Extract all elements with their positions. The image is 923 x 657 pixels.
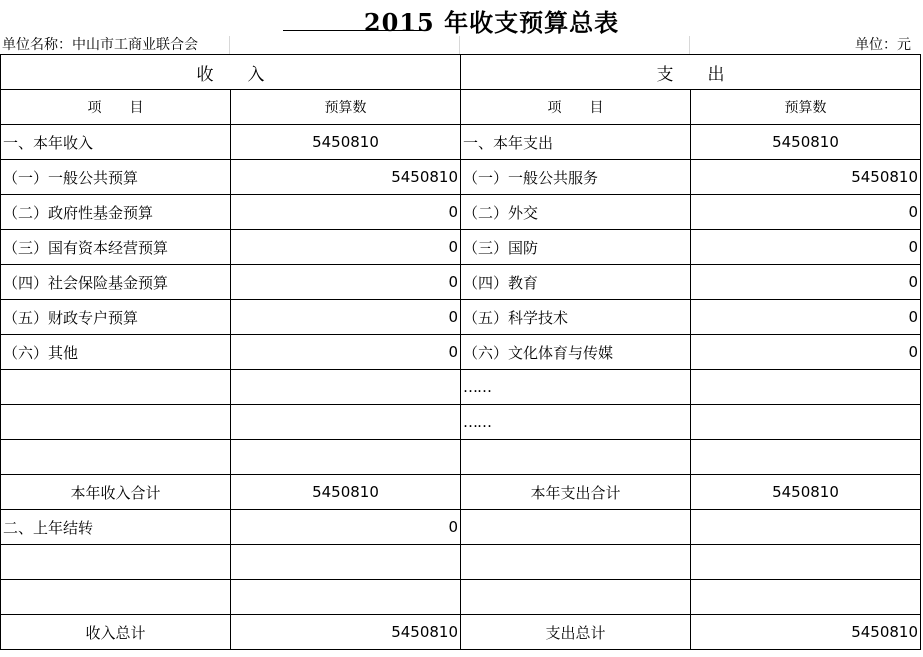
title-area (0, 0, 923, 36)
income-budget-header: 预算数 (231, 90, 461, 125)
grid-line (689, 36, 690, 54)
income-item (1, 370, 231, 405)
expense-value: 0 (691, 300, 921, 335)
income-value: 0 (231, 265, 461, 300)
income-item-header: 项 目 (1, 90, 231, 125)
expense-item (461, 545, 691, 580)
table-row (1, 615, 921, 650)
unit-row (0, 36, 923, 54)
expense-item-header: 项 目 (461, 90, 691, 125)
expense-item: （五）科学技术 (461, 300, 691, 335)
income-value: 0 (231, 510, 461, 545)
income-item: （四）社会保险基金预算 (1, 265, 231, 300)
grid-line (459, 36, 460, 54)
table-row (1, 475, 921, 510)
budget-table (0, 54, 921, 650)
income-item: （一）一般公共预算 (1, 160, 231, 195)
income-item (1, 545, 231, 580)
expense-value: 5450810 (691, 160, 921, 195)
income-value (231, 580, 461, 615)
expense-value (691, 510, 921, 545)
table-row (1, 370, 921, 405)
income-item (1, 580, 231, 615)
expense-item: （四）教育 (461, 265, 691, 300)
income-value (231, 440, 461, 475)
income-value: 5450810 (231, 160, 461, 195)
expense-value: 0 (691, 265, 921, 300)
expense-value (691, 370, 921, 405)
expense-value (691, 440, 921, 475)
income-subtotal-label: 本年收入合计 (1, 475, 231, 510)
expense-subtotal-value: 5450810 (691, 475, 921, 510)
title-text: 年收支预算总表 (444, 8, 620, 37)
expense-value: 0 (691, 335, 921, 370)
expense-item: （六）文化体育与传媒 (461, 335, 691, 370)
expense-header: 支 出 (461, 55, 921, 90)
expense-subtotal-label: 本年支出合计 (461, 475, 691, 510)
org-name: 单位名称：中山市工商业联合会 (2, 37, 198, 53)
income-item: （三）国有资本经营预算 (1, 230, 231, 265)
table-row (1, 160, 921, 195)
expense-value (691, 545, 921, 580)
table-row (1, 335, 921, 370)
expense-item: （三）国防 (461, 230, 691, 265)
income-total-label: 收入总计 (1, 615, 231, 650)
income-item: （六）其他 (1, 335, 231, 370)
unit-label: 单位：元 (855, 37, 911, 53)
expense-value: 0 (691, 195, 921, 230)
income-value: 0 (231, 335, 461, 370)
table-row (1, 265, 921, 300)
expense-value: 0 (691, 230, 921, 265)
income-item: （二）政府性基金预算 (1, 195, 231, 230)
income-header: 收 入 (1, 55, 461, 90)
expense-value: 5450810 (691, 125, 921, 160)
expense-value (691, 580, 921, 615)
income-value (231, 545, 461, 580)
title-year: 2015 (363, 8, 435, 37)
income-value: 0 (231, 195, 461, 230)
income-value: 0 (231, 230, 461, 265)
expense-item: …… (461, 370, 691, 405)
page-title (0, 3, 923, 38)
expense-total-value: 5450810 (691, 615, 921, 650)
income-total-value: 5450810 (231, 615, 461, 650)
table-row (1, 195, 921, 230)
income-value (231, 370, 461, 405)
table-row (1, 510, 921, 545)
table-row (1, 440, 921, 475)
table-row (1, 545, 921, 580)
header-row (1, 55, 921, 90)
expense-item (461, 580, 691, 615)
income-value: 5450810 (231, 125, 461, 160)
table-row (1, 230, 921, 265)
table-row (1, 300, 921, 335)
expense-item: （二）外交 (461, 195, 691, 230)
expense-item: （一）一般公共服务 (461, 160, 691, 195)
expense-budget-header: 预算数 (691, 90, 921, 125)
expense-item (461, 510, 691, 545)
expense-item: 一、本年支出 (461, 125, 691, 160)
income-item: 二、上年结转 (1, 510, 231, 545)
expense-item (461, 440, 691, 475)
income-value (231, 405, 461, 440)
table-row (1, 125, 921, 160)
table-row (1, 405, 921, 440)
income-item: （五）财政专户预算 (1, 300, 231, 335)
expense-item: …… (461, 405, 691, 440)
income-item: 一、本年收入 (1, 125, 231, 160)
income-item (1, 405, 231, 440)
subheader-row (1, 90, 921, 125)
income-value: 0 (231, 300, 461, 335)
income-subtotal-value: 5450810 (231, 475, 461, 510)
table-row (1, 580, 921, 615)
income-item (1, 440, 231, 475)
expense-value (691, 405, 921, 440)
grid-line (229, 36, 230, 54)
expense-total-label: 支出总计 (461, 615, 691, 650)
